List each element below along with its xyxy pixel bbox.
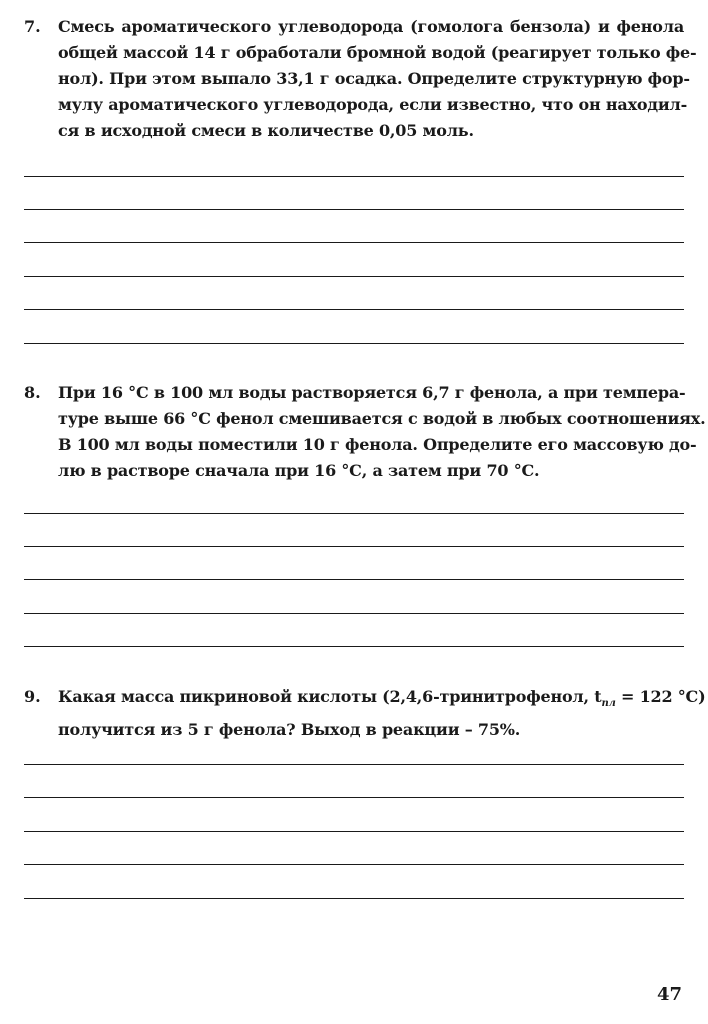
text-fragment: = 122 °С): [615, 687, 706, 706]
problem-text: [58, 684, 706, 743]
answer-line[interactable]: [24, 546, 684, 547]
answer-line[interactable]: [24, 513, 684, 514]
text-fragment: Какая масса пикриновой кислоты (2,4,6-тринитрофенол, t: [58, 687, 602, 706]
text-line: Смесь ароматического углеводорода (гомолога бензола) и фенола: [58, 17, 684, 36]
text-line: В 100 мл воды поместили 10 г фенола. Определите его массовую до-: [58, 435, 697, 454]
answer-line[interactable]: [24, 309, 684, 310]
text-line: общей массой 14 г обработали бромной водой (реагирует только фе-: [58, 43, 697, 62]
answer-line[interactable]: [24, 797, 684, 798]
answer-line[interactable]: [24, 343, 684, 344]
text-line: [58, 684, 706, 717]
melting-point-subscript: пл: [601, 698, 616, 710]
answer-line[interactable]: [24, 764, 684, 765]
text-line: ся в исходной смеси в количестве 0,05 моль.: [58, 121, 474, 140]
problem-number: 7.: [24, 17, 41, 36]
answer-line[interactable]: [24, 579, 684, 580]
answer-line[interactable]: [24, 209, 684, 210]
answer-line[interactable]: [24, 176, 684, 177]
text-line: туре выше 66 °С фенол смешивается с водой в любых соотношениях.: [58, 409, 706, 428]
text-line: При 16 °С в 100 мл воды растворяется 6,7 г фенола, а при темпера-: [58, 383, 686, 402]
answer-line[interactable]: [24, 242, 684, 243]
answer-line[interactable]: [24, 898, 684, 899]
problem-text: [58, 380, 706, 484]
text-line: нол). При этом выпало 33,1 г осадка. Определите структурную фор-: [58, 69, 690, 88]
problem-number: 9.: [24, 687, 41, 706]
text-line: мулу ароматического углеводорода, если известно, что он находил-: [58, 95, 688, 114]
answer-line[interactable]: [24, 864, 684, 865]
answer-line[interactable]: [24, 646, 684, 647]
problem-text: [58, 14, 697, 144]
text-line: лю в растворе сначала при 16 °С, а затем при 70 °С.: [58, 461, 540, 480]
problem-number: 8.: [24, 383, 41, 402]
answer-line[interactable]: [24, 276, 684, 277]
page-number: 47: [656, 984, 682, 1005]
answer-line[interactable]: [24, 613, 684, 614]
text-line: получится из 5 г фенола? Выход в реакции – 75%.: [58, 720, 521, 740]
answer-line[interactable]: [24, 831, 684, 832]
